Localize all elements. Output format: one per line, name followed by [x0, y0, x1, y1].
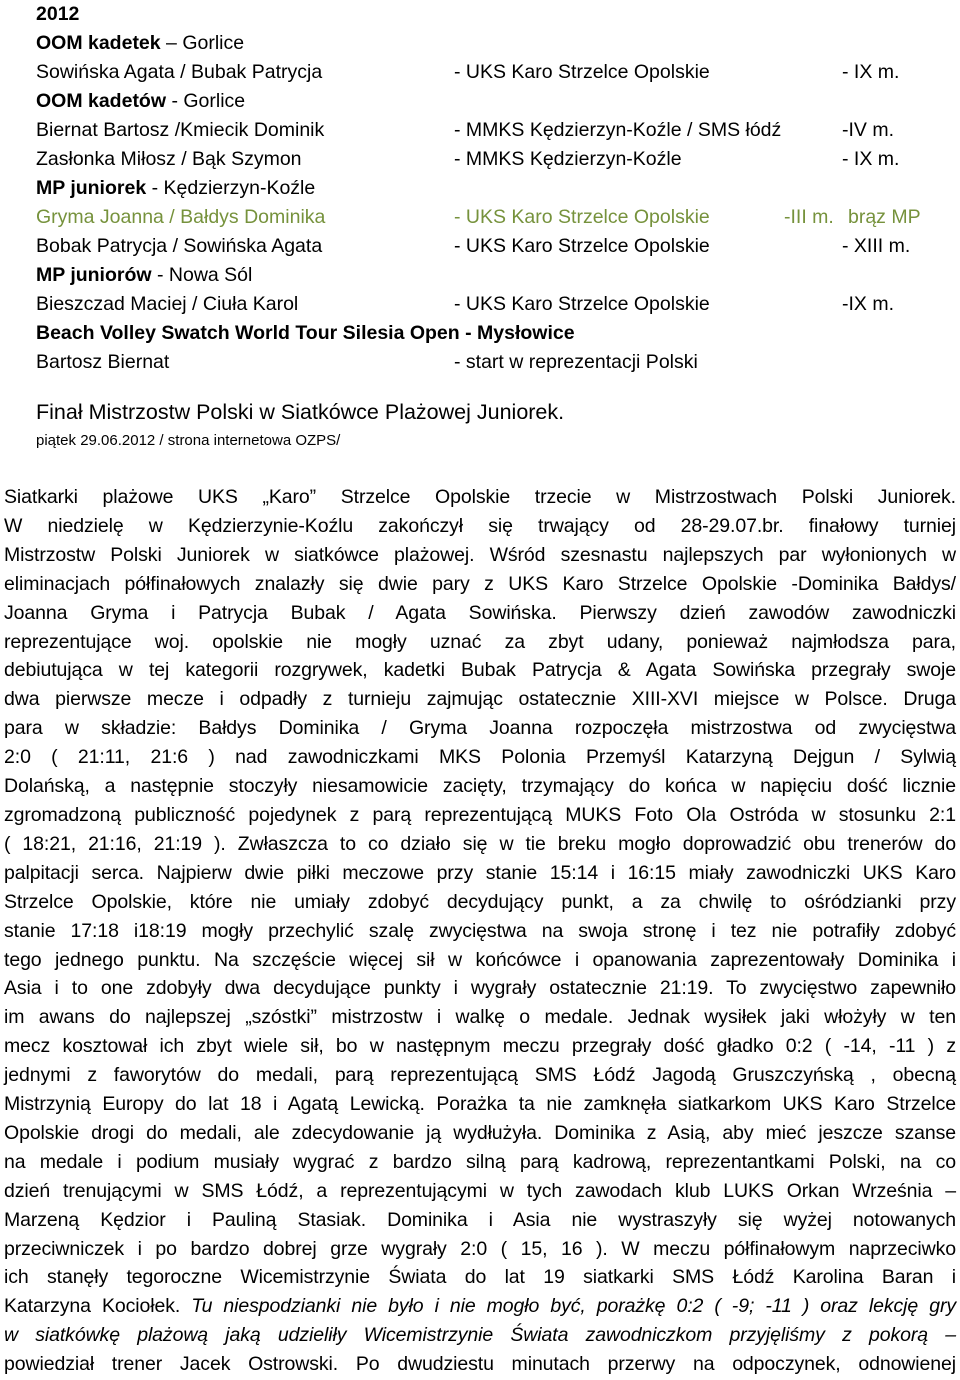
article-line: im awans do najlepszej „szóstki” mistrzostw i walkę o medale. Jednak wysiłek jaki włożyły w ten — [4, 1006, 956, 1029]
pair-name: Biernat Bartosz /Kmiecik Dominik — [36, 119, 325, 141]
article-headline: Finał Mistrzostw Polski w Siatkówce Plażowej Juniorek. — [36, 400, 565, 424]
article-line: palpitacji serca. Najpierw dwie piłki meczowe przy stanie 15:14 i 16:15 miały zawodniczki UKS Karo — [4, 861, 956, 884]
section-title: MP juniorów — [36, 264, 152, 286]
result-row — [36, 145, 960, 174]
coach-quote: w siatkówkę plażową jaką udzieliły Wicemistrzynie Świata zawodniczkom przyjęliśmy z pokorą – — [4, 1324, 956, 1347]
section-title: OOM kadetek — [36, 32, 161, 54]
section-title: MP juniorek — [36, 177, 147, 199]
club-name: - MMKS Kędzierzyn-Koźle — [454, 148, 682, 170]
section-title: OOM kadetów — [36, 90, 167, 112]
placement: - XIII m. — [842, 235, 911, 257]
club-name: - UKS Karo Strzelce Opolskie — [454, 293, 710, 315]
pair-name: Gryma Joanna / Bałdys Dominika — [36, 206, 326, 228]
article-line: Mistrzostw Polski Juniorek w siatkówce plażowej. Wśród szesnastu najlepszych par wyłonionych w — [4, 543, 956, 566]
placement: - IX m. — [842, 61, 900, 83]
coach-quote: Tu niespodzianki nie było i nie mogło być, porażkę 0:2 ( -9; -11 ) oraz lekcję gry — [191, 1295, 956, 1318]
article-line: debiutująca w tej kategorii rozgrywek, kadetki Bubak Patrycja & Agata Sowińska przegrały swoje — [4, 659, 956, 682]
article-line: ich stanęły tegoroczne Wicemistrzynie Świata do lat 19 siatkarki SMS Łódź Karolina Baran i — [4, 1266, 956, 1289]
article-text: Katarzyna Kociołek. — [4, 1295, 192, 1318]
article-line: mecz kosztował ich zbyt wiele sił, bo w następnym meczu przegrały dość gładko 0:2 ( -14, -11 ) z — [4, 1035, 956, 1058]
placement: - IX m. — [842, 148, 900, 170]
article-line-mixed — [4, 1292, 956, 1321]
article-line: Asia i to one zdobyły dwa decydujące punkty i wygrały ostatecznie 21:19. To zwycięstwo zapewniło — [4, 977, 956, 1000]
medal-note: brąz MP — [848, 206, 921, 228]
result-row — [36, 116, 960, 145]
section-header-mp-juniorow — [36, 261, 960, 290]
pair-name: Bobak Patrycja / Sowińska Agata — [36, 235, 323, 257]
article-line: dwa pierwsze mecze i odpadły z turnieju zajmując ostatecznie XIII-XVI miejsce w Polsce. Druga — [4, 688, 956, 711]
article-line: stanie 17:18 i18:19 mogły przechylić szalę zwycięstwa na swoja stronę i tez nie potrafiły zdobyć — [4, 919, 956, 942]
placement: -IV m. — [842, 119, 894, 141]
article-line: jednymi z faworytów do medali, parą reprezentującą SMS Łódź Jagodą Gruszczyńską , obecną — [4, 1064, 956, 1087]
article-line: Joanna Gryma i Patrycja Bubak / Agata Sowińska. Pierwszy dzień zawodów zawodniczki — [4, 601, 956, 624]
result-row-highlighted — [36, 203, 960, 232]
article-line: reprezentujące woj. opolskie nie mogły uznać za zbyt udany, ponieważ najmłodsza para, — [4, 630, 956, 653]
section-place: - Gorlice — [166, 90, 246, 112]
club-name: - MMKS Kędzierzyn-Koźle / SMS łódź — [454, 119, 782, 141]
club-name: - UKS Karo Strzelce Opolskie — [454, 206, 710, 228]
result-row — [36, 58, 960, 87]
article-line: 2:0 ( 21:11, 21:6 ) nad zawodniczkami MKS Polonia Przemyśl Katarzyną Dejgun / Sylwią — [4, 746, 956, 769]
article-line: para w składzie: Bałdys Dominika / Gryma Joanna rozpoczęła mistrzostwa od zwycięstwa — [4, 717, 956, 740]
club-name: - UKS Karo Strzelce Opolskie — [454, 61, 710, 83]
article-line: tego jednego punktu. Na szczęście więcej sił w końcówce i opanowania zaprezentowały Dominika i — [4, 948, 956, 971]
section-header-beach-volley — [36, 319, 960, 348]
article-line: zgromadzoną publiczność pojedynek z parą reprezentującą MUKS Foto Ola Ostróda w stosunku 2:1 — [4, 803, 956, 826]
article-line: na medale i podium musiały wygrać z bardzo silną parą kadrową, reprezentantkami Polski, na co — [4, 1150, 956, 1173]
article-line: Dolańską, a następnie stoczyły niesamowicie zacięty, trzymający do końca w napięciu dość licznie — [4, 775, 956, 798]
result-row — [36, 232, 960, 261]
placement: -IX m. — [842, 293, 894, 315]
article-source: piątek 29.06.2012 / strona internetowa OZPS/ — [36, 432, 341, 449]
article-line: Mistrzynią Europy do lat 18 i Agatą Lewicką. Porażka ta nie zamknęła siatkarkom UKS Karo Strzelce — [4, 1093, 956, 1116]
section-place: - Nowa Sól — [151, 264, 253, 286]
participation-note: - start w reprezentacji Polski — [454, 351, 698, 373]
section-header-mp-juniorek — [36, 174, 960, 203]
pair-name: Sowińska Agata / Bubak Patrycja — [36, 61, 323, 83]
section-place: – Gorlice — [160, 32, 245, 54]
article-line: Marzeną Kędzior i Pauliną Stasiak. Dominika i Asia nie wystraszyły się wyżej notowanych — [4, 1208, 956, 1231]
article-line: przeciwniczek i po bardzo dobrej grze wygrały 2:0 ( 15, 16 ). W meczu półfinałowym naprzeciwko — [4, 1237, 956, 1260]
article-line: dzień trenującymi w SMS Łódź, a reprezentującymi w tych zawodach klub LUKS Orkan Września – — [4, 1179, 956, 1202]
result-row — [36, 290, 960, 319]
article-line: Siatkarki plażowe UKS „Karo” Strzelce Opolskie trzecie w Mistrzostwach Polski Juniorek. — [4, 486, 956, 508]
section-header-oom-kadetow — [36, 87, 960, 116]
article-line: powiedział trener Jacek Ostrowski. Po dwudziestu minutach przerwy na odpoczynek, odnowienej — [4, 1353, 956, 1376]
article-line-quote — [4, 1321, 956, 1350]
results-list — [36, 0, 960, 377]
article-line: Strzelce Opolskie, które nie umiały zdobyć decydujący punkt, a za chwilę to ośródzianki przy — [4, 890, 956, 913]
article-line: Opolskie drogi do medali, ale zdecydowanie ją wydłużyła. Dominika z Asią, aby mieć jeszcze szanse — [4, 1121, 956, 1144]
section-header-oom-kadetek — [36, 29, 960, 58]
article-body — [4, 483, 956, 1379]
section-place: - Kędzierzyn-Koźle — [146, 177, 316, 199]
result-row — [36, 348, 960, 377]
section-title: Beach Volley Swatch World Tour Silesia Open - Mysłowice — [36, 322, 575, 344]
article-line: eliminacjach półfinałowych znalazły się dwie pary z UKS Karo Strzelce Opolskie -Dominika Bałdys/ — [4, 572, 956, 595]
pair-name: Bieszczad Maciej / Ciuła Karol — [36, 293, 299, 315]
player-name: Bartosz Biernat — [36, 351, 170, 373]
article-line: W niedzielę w Kędzierzynie-Koźlu zakończył się trwający od 28-29.07.br. finałowy turniej — [4, 514, 956, 537]
article-line: ( 18:21, 21:16, 21:19 ). Zwłaszcza to co działo się w tie breku mogło doprowadzić obu trenerów do — [4, 832, 956, 855]
year-heading: 2012 — [36, 3, 80, 25]
placement: -III m. — [784, 206, 834, 228]
pair-name: Zasłonka Miłosz / Bąk Szymon — [36, 148, 302, 170]
club-name: - UKS Karo Strzelce Opolskie — [454, 235, 710, 257]
